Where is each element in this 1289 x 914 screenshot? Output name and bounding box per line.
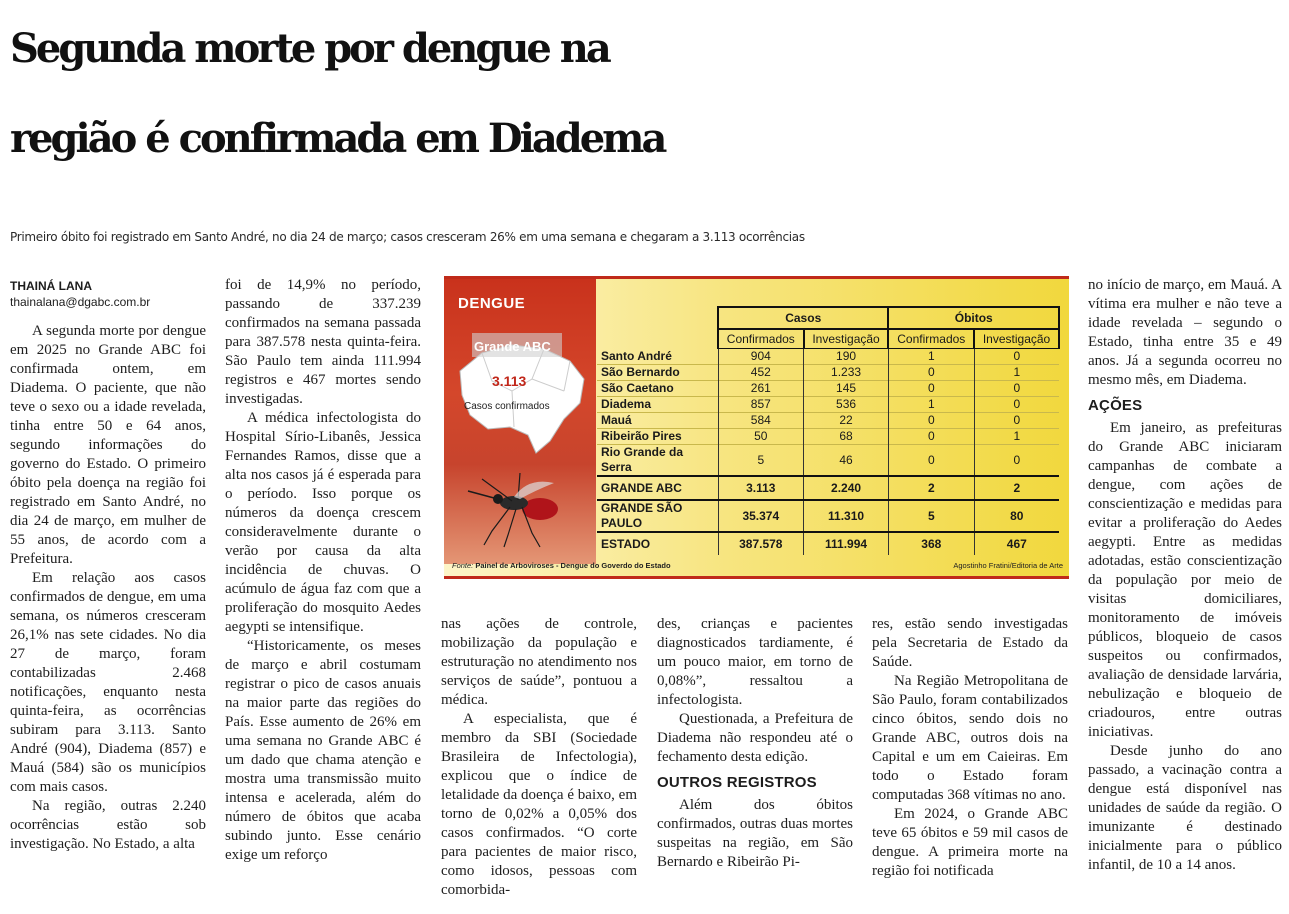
article-column-2 — [225, 276, 421, 865]
table-row — [597, 381, 1059, 397]
table-cell: 1 — [974, 429, 1059, 445]
total-row-name: ESTADO — [597, 532, 718, 555]
paragraph: foi de 14,9% no período, passando de 337.239 confirmados na semana passada para 387.578 nesta quinta-feira. São Paulo tem ainda 111.994 registros e 467 mortes sendo investigadas. — [225, 277, 421, 407]
table-row — [597, 397, 1059, 413]
table-cell: 0 — [974, 381, 1059, 397]
row-city-name: Rio Grande da Serra — [601, 445, 684, 474]
total-cell: 3.113 — [718, 476, 804, 500]
map-title: Grande ABC — [474, 339, 551, 354]
table-cell: 0 — [974, 397, 1059, 413]
total-cell: 2.240 — [804, 476, 889, 500]
table-cell: 0 — [974, 349, 1059, 365]
column-4-text — [657, 615, 853, 872]
row-city-name: São Caetano — [601, 381, 674, 395]
paragraph: Questionada, a Prefeitura de Diadema não respondeu até o fechamento desta edição. — [657, 711, 853, 765]
paragraph: A especialista, que é membro da SBI (Sociedade Brasileira de Infectologia), explicou que o índice de letalidade da doença é baixo, em torno de 0,02% a 0,05% dos casos confirmados. “O corte para pacientes de maior risco, como idosos, pessoas com comorbida- — [441, 711, 637, 898]
table-cell: 68 — [804, 429, 889, 445]
table-row — [597, 445, 1059, 477]
total-cell: 5 — [888, 500, 974, 532]
total-row — [597, 532, 1059, 555]
author-name: THAINÁ LANA — [10, 279, 92, 293]
infographic-source — [452, 561, 671, 570]
table-cell: 0 — [888, 365, 974, 381]
headline-line-1: Segunda morte por dengue na — [10, 25, 609, 72]
table-cell: 0 — [974, 413, 1059, 429]
infographic-credit: Agostinho Fratini/Editoria de Arte — [953, 561, 1063, 570]
table-cell: 0 — [888, 445, 974, 477]
paragraph: Desde junho do ano passado, a vacinação contra a dengue está disponível nas unidades de saúde da região. O imunizante é destinado inicialmente para o público infantil, de 10 a 14 anos. — [1088, 743, 1282, 873]
table-cell: 190 — [804, 349, 889, 365]
total-cell: 35.374 — [718, 500, 804, 532]
total-row-name: GRANDE SÃO PAULO — [597, 500, 718, 532]
table-cell: 261 — [718, 381, 804, 397]
table-cell: 536 — [804, 397, 889, 413]
table-cell: 145 — [804, 381, 889, 397]
table-cell: 5 — [718, 445, 804, 477]
article-column-5 — [872, 615, 1068, 881]
table-cell: 0 — [888, 381, 974, 397]
total-rows — [597, 476, 1059, 555]
paragraph: no início de março, em Mauá. A vítima era mulher e não teve a idade revelada – segundo o Estado, tinha entre 35 e 49 anos. Já a segunda ocorreu no mesmo mês, em Diadema. — [1088, 277, 1282, 388]
row-city-name: São Bernardo — [601, 365, 680, 379]
row-city-name: Ribeirão Pires — [601, 429, 682, 443]
map-total: 3.113 — [492, 373, 527, 389]
byline — [10, 278, 206, 310]
paragraph: nas ações de controle, mobilização da população e estruturação no atendimento nos serviços de saúde”, pontuou a médica. — [441, 616, 637, 708]
total-cell: 11.310 — [804, 500, 889, 532]
paragraph: Além dos óbitos confirmados, outras duas mortes suspeitas na região, em São Bernardo e Ribeirão Pi- — [657, 797, 853, 870]
infographic-label: DENGUE — [458, 295, 526, 312]
table-sub-header — [597, 329, 1059, 349]
paragraph: A segunda morte por dengue em 2025 no Grande ABC foi confirmada ontem, em Diadema. O paciente, que não teve o sexo ou a idade revelada, tinha entre 50 e 64 anos, segundo informações do governo do Estado. O primeiro óbito pela doença na região foi registrado em Santo André, no dia 24 de março, em mulher de 55 anos, de acordo com a Prefeitura. — [10, 323, 206, 567]
table-cell: 0 — [888, 429, 974, 445]
dengue-data-table — [597, 306, 1060, 555]
paragraph: Na região, outras 2.240 ocorrências estão sob investigação. No Estado, a alta — [10, 798, 206, 852]
table-cell: 1 — [888, 397, 974, 413]
table-cell: 857 — [718, 397, 804, 413]
total-cell: 111.994 — [804, 532, 889, 555]
table-corner — [597, 307, 718, 329]
table-cell: 46 — [804, 445, 889, 477]
headline — [10, 4, 1285, 184]
paragraph: Em 2024, o Grande ABC teve 65 óbitos e 59 mil casos de dengue. A primeira morte na região foi notificada — [872, 806, 1068, 879]
data-table-wrapper — [597, 306, 1060, 555]
author-email[interactable]: thainalana@dgabc.com.br — [10, 295, 151, 309]
paragraph: Em janeiro, as prefeituras do Grande ABC iniciaram campanhas de combate a dengue, com ações de conscientização e medidas para evitar a proliferação do Aedes aegypti. Entre as medidas adotadas, estão conscientização da população por meio de visitas domiciliares, monitoramento de imóveis públicos, bloqueio de casos suspeitos ou confirmados, avaliação de densidade larvária, nebulização e bloqueio de criadouros, entre outras iniciativas. — [1088, 420, 1282, 740]
table-row — [597, 429, 1059, 445]
headline-line-2: região é confirmada em Diadema — [10, 115, 665, 162]
table-cell: 1 — [974, 365, 1059, 381]
total-cell: 80 — [974, 500, 1059, 532]
header-casos: Casos — [718, 307, 888, 329]
article-column-6 — [1088, 276, 1282, 875]
paragraph: des, crianças e pacientes diagnosticados tardiamente, é um pouco maior, em torno de 0,08%”, ressaltou a infectologista. — [657, 616, 853, 708]
section-heading: OUTROS REGISTROS — [657, 774, 817, 791]
article-column-3 — [441, 615, 637, 900]
source-label: Fonte: — [452, 561, 474, 570]
total-row-name: GRANDE ABC — [597, 476, 718, 500]
article-column-4 — [657, 615, 853, 872]
total-cell: 467 — [974, 532, 1059, 555]
city-rows — [597, 349, 1059, 477]
table-cell: 452 — [718, 365, 804, 381]
total-row — [597, 476, 1059, 500]
map-caption: Casos confirmados — [464, 401, 550, 412]
article-column-1 — [10, 278, 206, 854]
subtitle: Primeiro óbito foi registrado em Santo André, no dia 24 de março; casos cresceram 26% em uma semana e chegaram a 3.113 ocorrências — [10, 230, 805, 244]
total-cell: 2 — [974, 476, 1059, 500]
paragraph: res, estão sendo investigadas pela Secretaria de Estado da Saúde. — [872, 616, 1068, 670]
mosquito-photo-panel — [444, 279, 596, 564]
header-casos-investigacao: Investigação — [804, 329, 889, 349]
total-cell: 368 — [888, 532, 974, 555]
section-heading: AÇÕES — [1088, 397, 1143, 414]
table-cell: 0 — [888, 413, 974, 429]
header-obitos-investigacao: Investigação — [974, 329, 1059, 349]
column-1-text — [10, 322, 206, 854]
row-city-name: Diadema — [601, 397, 652, 411]
table-cell: 0 — [974, 445, 1059, 477]
table-group-header — [597, 307, 1059, 329]
table-cell: 584 — [718, 413, 804, 429]
table-cell: 1.233 — [804, 365, 889, 381]
paragraph: Na Região Metropolitana de São Paulo, foram contabilizados cinco óbitos, sendo dois no Grande ABC, outros dois na Capital e um em Caieiras. Em todo o Estado foram computadas 368 vítimas no ano. — [872, 673, 1068, 803]
paragraph: “Historicamente, os meses de março e abril costumam registrar o pico de casos anuais na maior parte das regiões do País. Esse aumento de 26% em uma semana no Grande ABC é um dado que chama atenção e mostra uma transmissão muito intensa e acelerada, além do número de óbitos que acaba subindo junto. Esse cenário exige um reforço — [225, 638, 421, 863]
table-row — [597, 349, 1059, 365]
source-text: Painel de Arboviroses - Dengue do Goverdo do Estado — [475, 561, 671, 570]
header-obitos: Óbitos — [888, 307, 1059, 329]
paragraph: Em relação aos casos confirmados de dengue, em uma semana, os números cresceram 26,1% nas sete cidades. No dia 27 de março, foram contabilizadas 2.468 notificações, enquanto nesta quinta-feira, as ocorrências subiram para 3.113. Santo André (904), Diadema (857) e Mauá (584) são os municípios com mais casos. — [10, 570, 206, 795]
column-2-text — [225, 276, 421, 865]
header-casos-confirmados: Confirmados — [718, 329, 804, 349]
total-cell: 2 — [888, 476, 974, 500]
table-cell: 1 — [888, 349, 974, 365]
table-row — [597, 365, 1059, 381]
table-cell: 22 — [804, 413, 889, 429]
row-city-name: Santo André — [601, 348, 672, 363]
mosquito-icon — [462, 469, 582, 549]
dengue-infographic — [444, 276, 1069, 579]
column-3-text — [441, 615, 637, 900]
table-row — [597, 413, 1059, 429]
paragraph: A médica infectologista do Hospital Sírio-Libanês, Jessica Fernandes Ramos, disse que a alta nos casos já é esperada para o período. Isso porque os números da doença crescem consideravelmente durante o verão por causa da alta incidência de chuvas. O acúmulo de água faz com que a proliferação do mosquito Aedes aegypti se intensifique. — [225, 410, 421, 635]
row-city-name: Mauá — [601, 413, 632, 427]
column-6-text — [1088, 276, 1282, 875]
total-cell: 387.578 — [718, 532, 804, 555]
table-cell: 904 — [718, 349, 804, 365]
total-row — [597, 500, 1059, 532]
table-cell: 50 — [718, 429, 804, 445]
header-obitos-confirmados: Confirmados — [888, 329, 974, 349]
table-corner-sub — [597, 329, 718, 349]
column-5-text — [872, 615, 1068, 881]
